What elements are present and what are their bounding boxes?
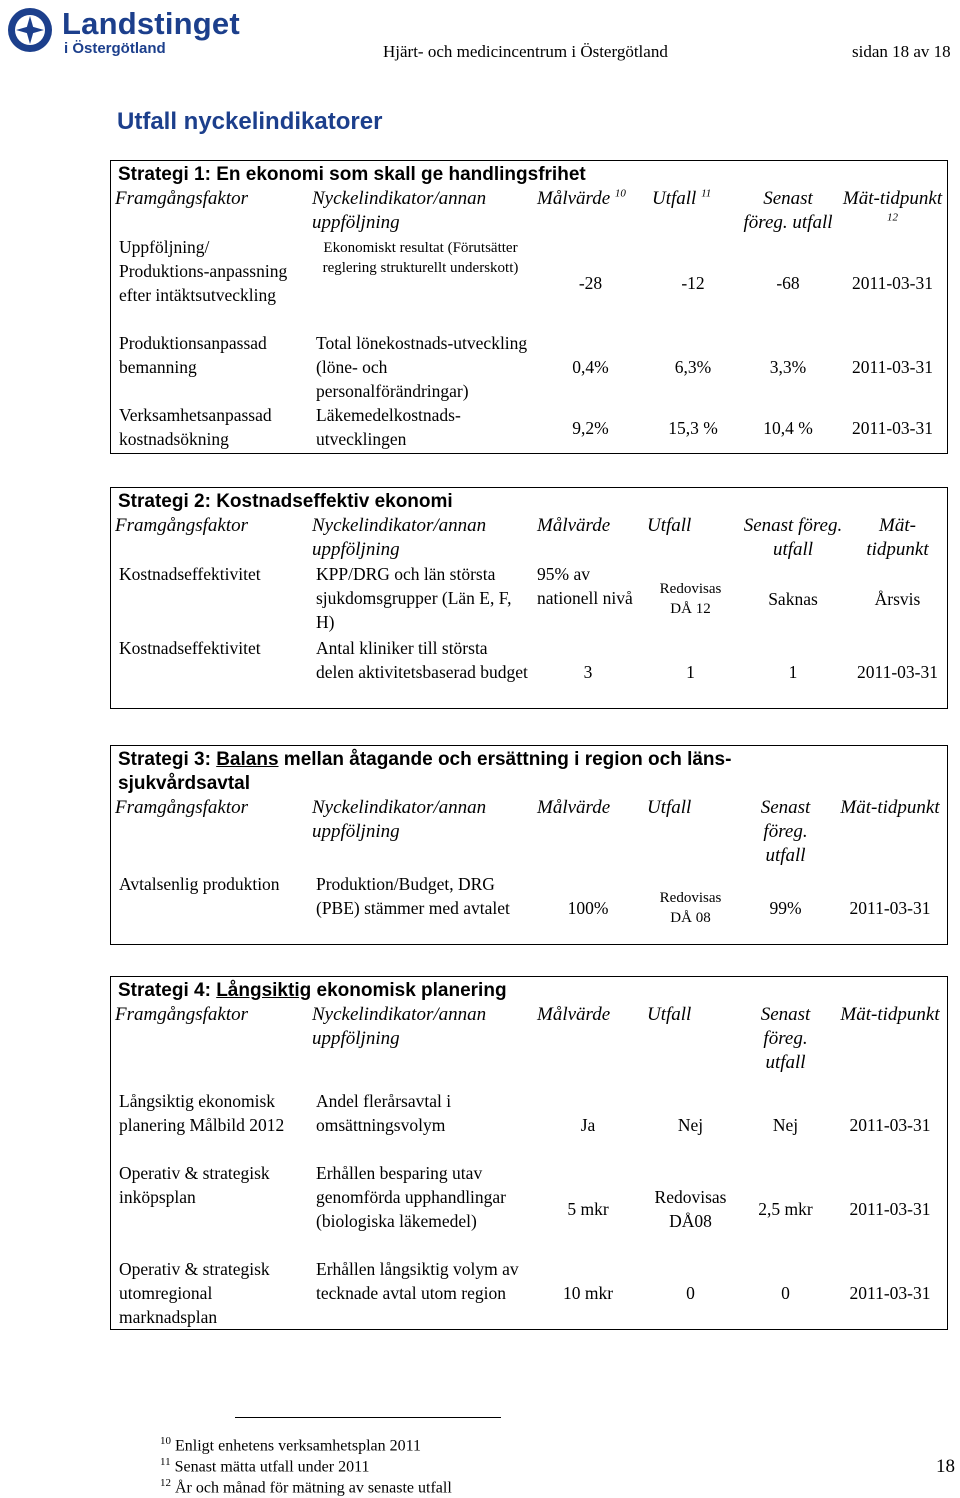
- col-mattidpunkt: Mät-tidpunkt: [866, 515, 929, 560]
- col-framgangsfaktor: Framgångsfaktor: [115, 797, 248, 818]
- cell-ff: Kostnadseffektivitet: [119, 564, 261, 584]
- col-nyckelindikator: Nyckelindikator/annan uppföljning: [312, 1004, 487, 1049]
- table-header-row: [111, 187, 947, 235]
- col-framgangsfaktor: Framgångsfaktor: [115, 188, 248, 209]
- strategy-2-title: Strategi 2: Kostnadseffektiv ekonomi: [118, 491, 453, 512]
- cell-mv: 95% av nationell nivå: [537, 564, 633, 608]
- cell-ni: Erhållen långsiktig volym av tecknade avtal utom region: [316, 1259, 519, 1303]
- col-senast: Senast föreg. utfall: [743, 188, 833, 233]
- footnote-11: $^{11}$ Senast mätta utfall under 2011: [160, 1456, 370, 1476]
- strategy-4-table: [111, 1003, 947, 1329]
- logo-title: Landstinget: [62, 6, 240, 41]
- cell-se: -68: [776, 273, 800, 293]
- table-row: [111, 1257, 947, 1329]
- cell-se: Nej: [772, 1115, 799, 1135]
- cell-mv: 5 mkr: [567, 1199, 609, 1219]
- col-mattidpunkt: Mät-tidpunkt: [840, 797, 940, 818]
- table-row: [111, 1089, 947, 1161]
- cell-mv: -28: [578, 273, 603, 293]
- col-malvarde: Målvärde: [537, 797, 611, 818]
- col-utfall: Utfall: [647, 1004, 692, 1025]
- col-mattidpunkt: Mät-tidpunkt: [840, 1004, 940, 1025]
- header-page-indicator: sidan 18 av 18: [852, 42, 951, 61]
- cell-mv: 9,2%: [572, 418, 609, 438]
- cell-ff: Långsiktig ekonomisk planering Målbild 2012: [119, 1091, 285, 1135]
- strategy-1-title: Strategi 1: En ekonomi som skall ge handlingsfrihet: [118, 164, 586, 185]
- col-senast: Senast föreg. utfall: [760, 1004, 811, 1073]
- cell-se: 1: [788, 662, 798, 682]
- strategy-2-table: [111, 514, 947, 708]
- strategy-4-title: Strategi 4: Långsiktig ekonomisk planering: [118, 980, 507, 1001]
- table-row: [111, 636, 947, 708]
- cell-se: Saknas: [768, 589, 818, 609]
- col-utfall: Utfall: [647, 797, 692, 818]
- table-header-row: [111, 514, 947, 562]
- table-header-row: [111, 1003, 947, 1089]
- col-framgangsfaktor: Framgångsfaktor: [115, 515, 248, 536]
- cell-ff: Operativ & strategisk utomregional marknadsplan: [119, 1259, 270, 1327]
- strategy-2-section: [110, 487, 948, 709]
- col-senast: Senast föreg. utfall: [760, 797, 811, 866]
- table-row: [111, 872, 947, 944]
- col-nyckelindikator: Nyckelindikator/annan uppföljning: [312, 515, 487, 560]
- cell-mt: 2011-03-31: [856, 662, 938, 682]
- cell-mt: Årsvis: [874, 589, 921, 609]
- landstinget-logo-icon: [6, 6, 54, 54]
- footnote-10: $^{10}$ Enligt enhetens verksamhetsplan 2011: [160, 1435, 422, 1455]
- cell-se: 0: [781, 1283, 790, 1303]
- cell-ut: 6,3%: [674, 357, 712, 377]
- table-row: [111, 235, 947, 331]
- col-utfall: Utfall: [647, 515, 692, 536]
- cell-ni: Andel flerårsavtal i omsättningsvolym: [316, 1091, 452, 1135]
- cell-ut: 15,3 %: [668, 418, 718, 438]
- cell-mt: 2011-03-31: [849, 1199, 931, 1219]
- cell-ff: Verksamhetsanpassad kostnadsökning: [119, 405, 272, 449]
- cell-mv: Ja: [580, 1115, 596, 1135]
- cell-mt: 2011-03-31: [851, 418, 933, 438]
- table-row: [111, 403, 947, 453]
- cell-mt: 2011-03-31: [849, 1115, 931, 1135]
- cell-ff: Operativ & strategisk inköpsplan: [119, 1163, 270, 1207]
- col-mattidpunkt: Mät-tidpunkt $^{12}$: [842, 188, 943, 224]
- cell-mv: 3: [583, 662, 593, 682]
- col-framgangsfaktor: Framgångsfaktor: [115, 1004, 248, 1025]
- footnote-separator: [235, 1417, 501, 1418]
- cell-ut: Redovisas DÅ 08: [659, 890, 722, 926]
- logo-subtitle: i Östergötland: [64, 40, 166, 57]
- col-nyckelindikator: Nyckelindikator/annan uppföljning: [312, 188, 487, 233]
- cell-ni: Antal kliniker till största delen aktivitetsbaserad budget: [316, 638, 528, 682]
- page-number: 18: [936, 1456, 955, 1477]
- logo: [6, 4, 240, 57]
- cell-mt: 2011-03-31: [851, 273, 933, 293]
- col-malvarde: Målvärde: [537, 1004, 611, 1025]
- cell-ut: -12: [681, 273, 705, 293]
- cell-mv: 0,4%: [572, 357, 609, 377]
- cell-ni: Läkemedelkostnads-utvecklingen: [316, 405, 461, 449]
- cell-ni: Ekonomiskt resultat (Förutsätter reglering strukturellt underskott): [322, 240, 519, 276]
- table-row: [111, 562, 947, 636]
- cell-ff: Kostnadseffektivitet: [119, 638, 261, 658]
- page-title: Utfall nyckelindikatorer: [117, 108, 383, 135]
- cell-se: 3,3%: [769, 357, 807, 377]
- cell-mv: 10 mkr: [562, 1283, 614, 1303]
- col-malvarde: Målvärde: [537, 515, 611, 536]
- cell-ni: Erhållen besparing utav genomförda upphandlingar (biologiska läkemedel): [316, 1163, 507, 1231]
- cell-se: 10,4 %: [763, 418, 813, 438]
- header-organization: Hjärt- och medicincentrum i Östergötland: [383, 42, 668, 61]
- cell-ni: Produktion/Budget, DRG (PBE) stämmer med avtalet: [316, 874, 510, 918]
- cell-se: 99%: [769, 898, 802, 918]
- strategy-4-section: [110, 976, 948, 1330]
- cell-ff: Avtalsenlig produktion: [119, 874, 280, 894]
- strategy-3-section: [110, 745, 948, 945]
- cell-mt: 2011-03-31: [849, 1283, 931, 1303]
- cell-ut: 1: [686, 662, 695, 682]
- cell-mt: 2011-03-31: [849, 898, 931, 918]
- cell-mt: 2011-03-31: [851, 357, 933, 377]
- table-header-row: [111, 796, 947, 872]
- cell-ni: Total lönekostnads-utveckling (löne- och personalförändringar): [316, 333, 528, 401]
- cell-ut: 0: [686, 1283, 695, 1303]
- cell-ut: Nej: [677, 1115, 704, 1135]
- footnote-12: $^{12}$ År och månad för mätning av senaste utfall: [160, 1477, 452, 1497]
- table-row: [111, 331, 947, 403]
- cell-ut: Redovisas DÅ08: [654, 1187, 727, 1231]
- cell-mv: 100%: [567, 898, 609, 918]
- col-malvarde: Målvärde $^{10}$: [537, 187, 626, 209]
- strategy-1-table: [111, 187, 947, 453]
- col-nyckelindikator: Nyckelindikator/annan uppföljning: [312, 797, 487, 842]
- strategy-3-title: Strategi 3: Balans mellan åtagande och ersättning i region och läns-sjukvårdsavtal: [118, 749, 732, 794]
- strategy-3-table: [111, 796, 947, 944]
- cell-se: 2,5 mkr: [758, 1199, 813, 1219]
- table-row: [111, 1161, 947, 1257]
- cell-ff: Uppföljning/ Produktions-anpassning efter intäktsutveckling: [119, 237, 288, 305]
- col-senast: Senast föreg. utfall: [743, 515, 843, 560]
- cell-ni: KPP/DRG och län största sjukdomsgrupper (Län E, F, H): [316, 564, 512, 632]
- strategy-1-section: [110, 160, 948, 454]
- cell-ff: Produktionsanpassad bemanning: [119, 333, 267, 377]
- col-utfall: Utfall $^{11}$: [652, 187, 712, 209]
- cell-ut: Redovisas DÅ 12: [659, 581, 722, 617]
